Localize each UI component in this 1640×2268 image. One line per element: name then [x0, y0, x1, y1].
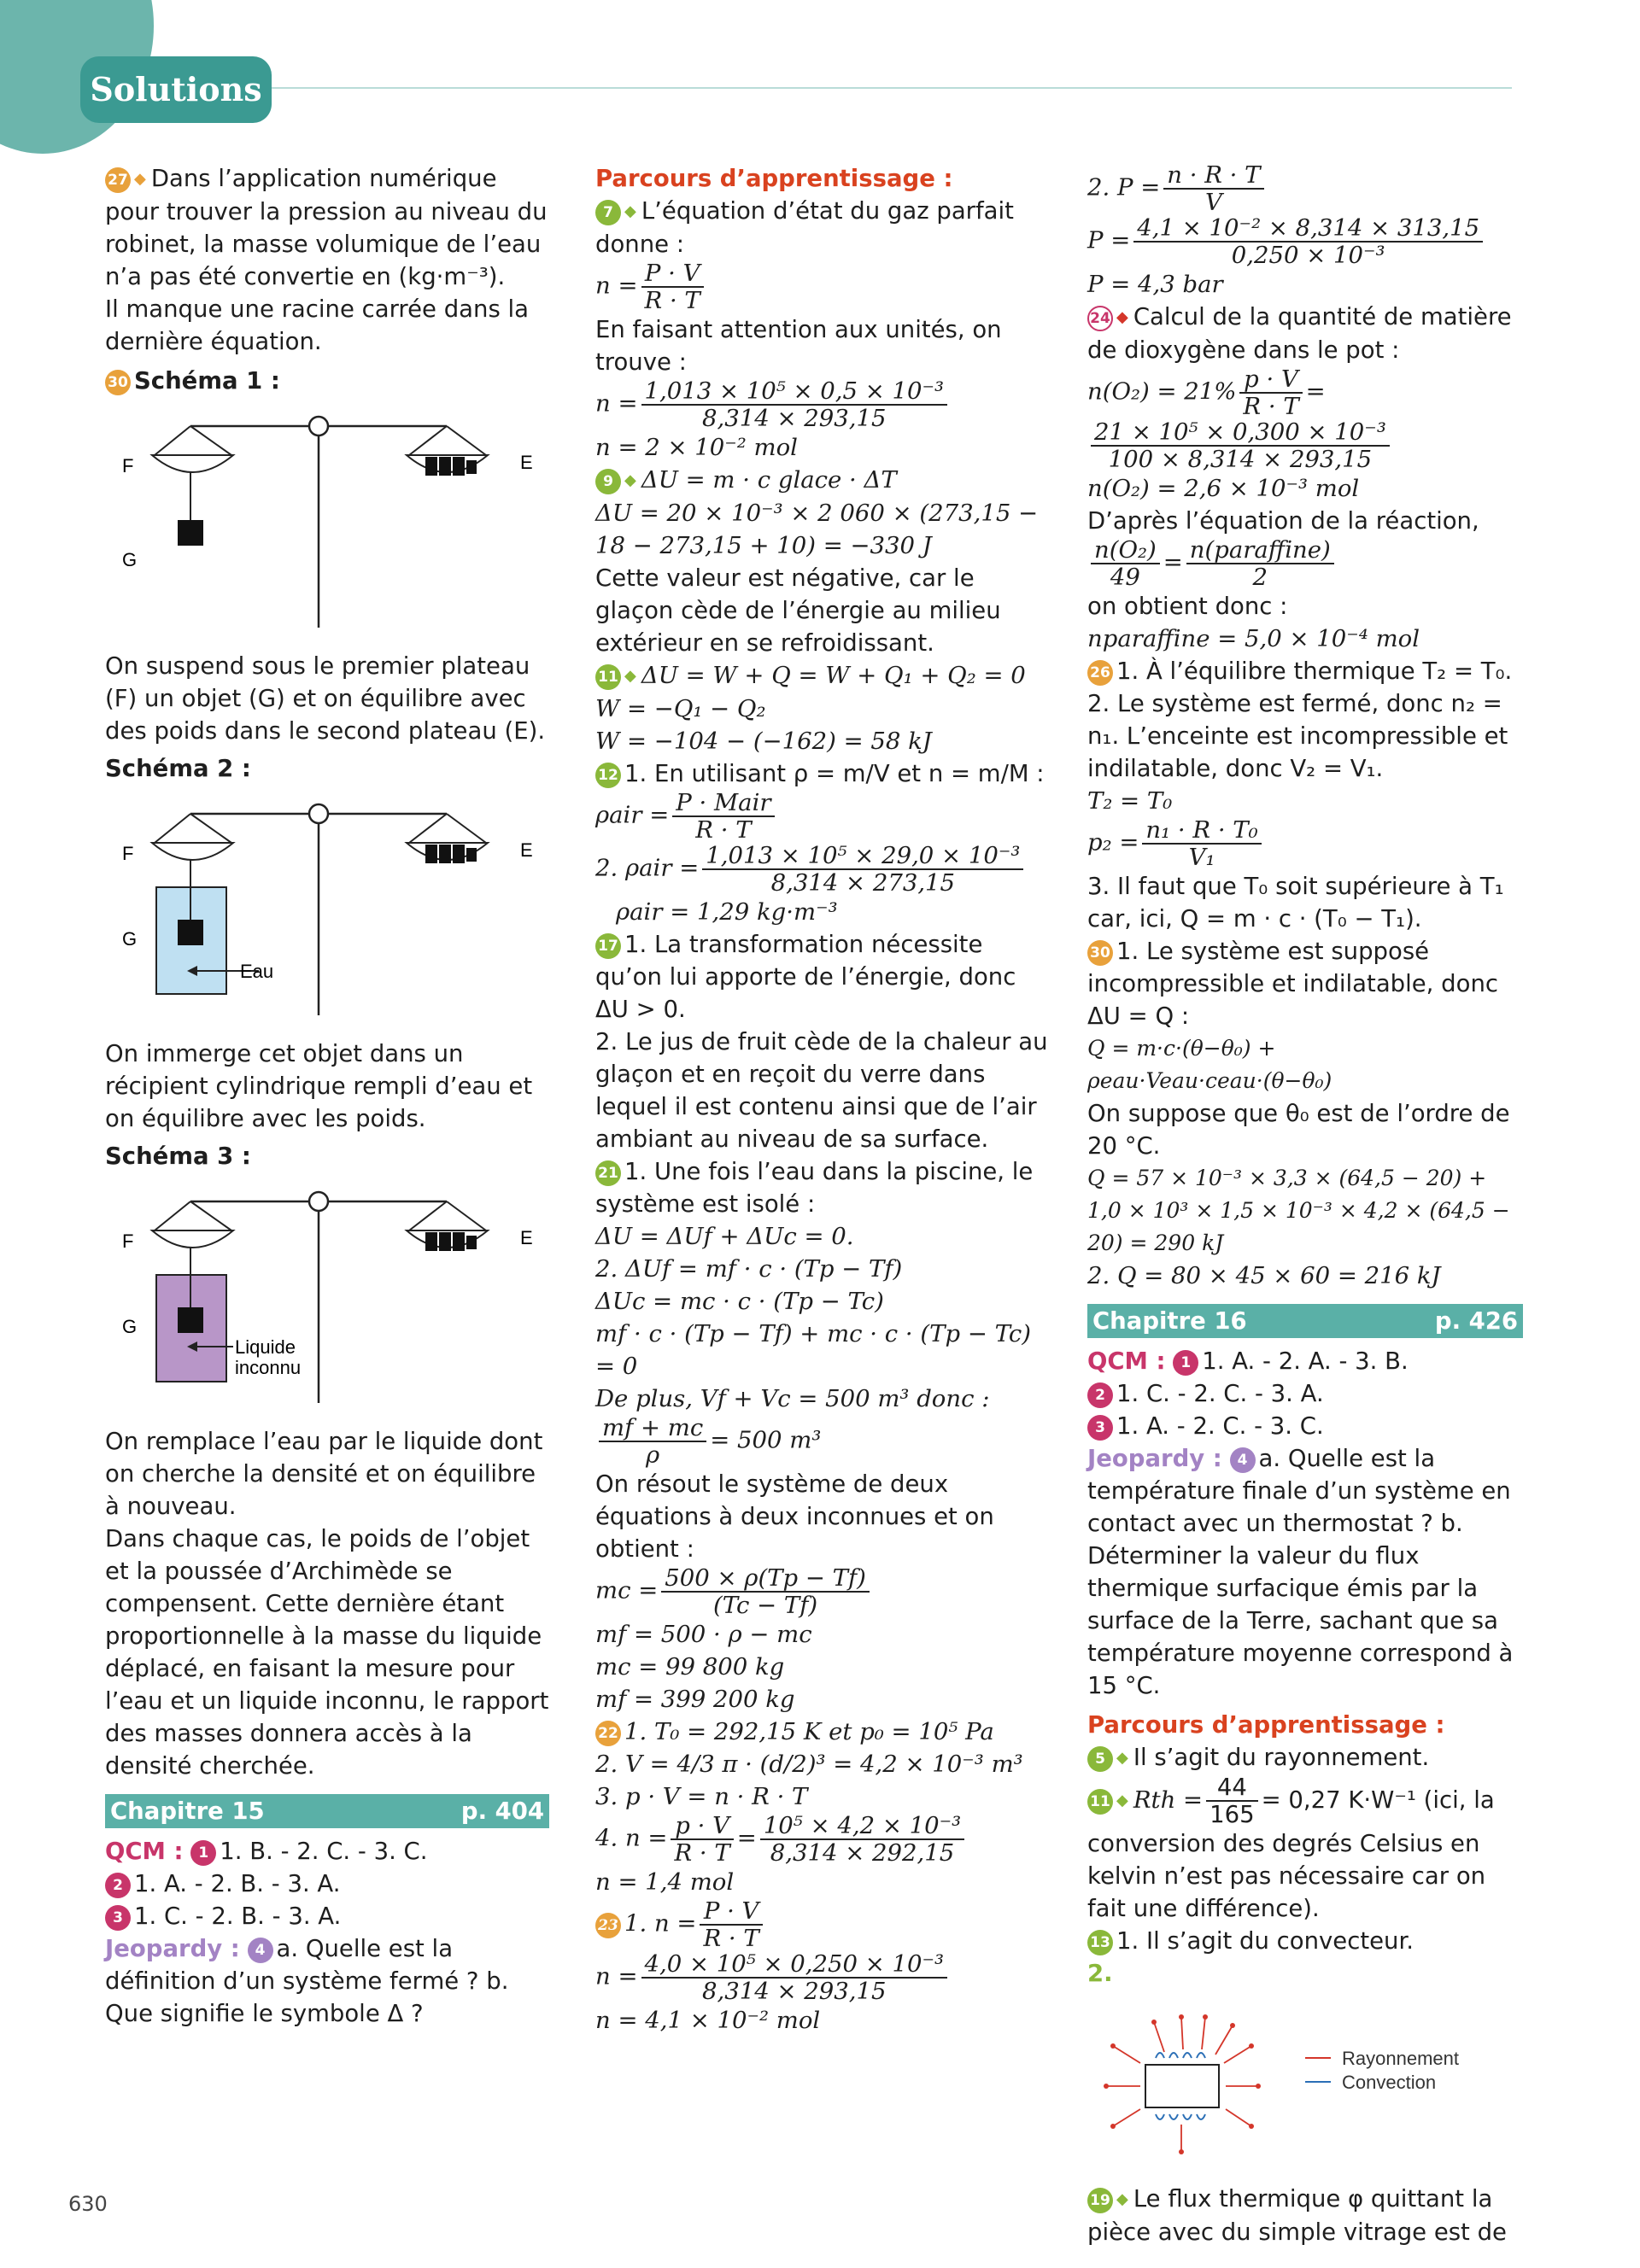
chapter-title: Chapitre 16 — [1092, 1307, 1247, 1335]
formula: n = $\frac{\text{1,013 × 10⁵ × 0,5 × 10⁻³}}{8,314 \times 293,15}$ — [595, 378, 1048, 431]
text: 1. Le système est supposé incompressible et indilatable, donc ΔU = Q : — [1087, 938, 1498, 1030]
formula: T₂ = T₀ — [1087, 787, 1173, 815]
exercise-number: 23 — [595, 1913, 621, 1938]
formula: W = −104 − (−162) = 58 kJ — [595, 728, 932, 755]
jeopardy-label: Jeopardy : — [1087, 1445, 1222, 1472]
diamond-icon: ◆ — [624, 202, 636, 220]
jeopardy-text: a. Quelle est la définition d’un système fermé ? b. Que signifie le symbole Δ ? — [105, 1935, 509, 2027]
qcm-line-1 — [1087, 1345, 1523, 1377]
label-f: F — [122, 1230, 134, 1252]
exercise-number: 5 — [1087, 1746, 1113, 1772]
formula: mc = 99 800 kg — [595, 1653, 785, 1681]
formula: P = 4,3 bar — [1087, 271, 1223, 298]
formula: ΔU = 20 × 10⁻³ × 2 060 × (273,15 − 18 − 273,15 + 10) = −330 J — [595, 500, 1039, 559]
qcm-answers: 1. A. - 2. B. - 3. A. — [134, 1870, 341, 1897]
text: Dans l’application numérique pour trouver la pression au niveau du robinet, la masse volumique de l’eau n’a pas été convertie en (kg·m⁻³). — [105, 165, 548, 290]
chapter-15-banner — [105, 1794, 549, 1828]
exercise-7 — [595, 195, 1048, 260]
exercise-number: 13 — [1087, 1930, 1113, 1955]
qcm-number: 3 — [1087, 1415, 1113, 1441]
formula: ΔU = ΔUf + ΔUc = 0. — [595, 1223, 854, 1250]
exercise-30 — [105, 365, 549, 397]
label-f: F — [122, 843, 134, 864]
exercise-26 — [1087, 655, 1523, 687]
text: On suspend sous le premier plateau (F) un objet (G) et on équilibre avec des poids dans le second plateau (E). — [105, 652, 546, 745]
exercise-17 — [595, 928, 1048, 1026]
jeopardy-number: 4 — [248, 1938, 273, 1963]
column-1 — [105, 162, 549, 2030]
text: 1. Une fois l’eau dans la piscine, le système est isolé : — [595, 1158, 1034, 1218]
text: L’équation d’état du gaz parfait donne : — [595, 197, 1014, 258]
jeopardy-number: 4 — [1230, 1447, 1256, 1473]
exercise-number: 30 — [105, 370, 131, 395]
qcm-answers: 1. C. - 2. C. - 3. A. — [1116, 1380, 1324, 1407]
exercise-number: 7 — [595, 200, 621, 225]
formula: n(O₂) = 21% $\frac{p \cdot V}{R \cdot T}$ = $\frac{\text{21 × 10⁵ × 0,300 × 10⁻³}}{100 \times 8,314 \times 293,15}$ — [1087, 366, 1523, 472]
formula: $\frac{\text{n(O₂)}}{49}$ = $\frac{\text{n(paraffine)}}{2}$ — [1087, 537, 1523, 590]
label-eau: Eau — [240, 961, 274, 982]
formula: 2. ΔUf = mf · c · (Tp − Tf) — [595, 1255, 903, 1283]
exercise-5 — [1087, 1741, 1523, 1774]
page-number: 630 — [68, 2192, 108, 2216]
qcm-number: 3 — [105, 1905, 131, 1931]
schema-title: Schéma 2 : — [105, 755, 251, 782]
formula: Q = m·c·(θ−θ₀) + ρeau·Veau·ceau·(θ−θ₀) — [1087, 1036, 1332, 1093]
label-e: E — [520, 1227, 533, 1248]
exercise-23: 23 1. n = $\frac{P \cdot V}{R \cdot T}$ — [595, 1898, 1048, 1951]
exercise-11 — [595, 659, 1048, 693]
formula: ρair = 1,29 kg·m⁻³ — [616, 898, 838, 926]
qcm-label: QCM : — [105, 1838, 184, 1865]
text: En faisant attention aux unités, on trouve : — [595, 316, 1002, 376]
formula: n = 1,4 mol — [595, 1868, 735, 1896]
exercise-30 — [1087, 935, 1523, 1032]
exercise-9 — [595, 464, 1048, 497]
column-3 — [1087, 162, 1523, 2248]
text: 2. Le système est fermé, donc n₂ = n₁. L’enceinte est incompressible et indilatable, donc V₂ = V₁. — [1087, 690, 1508, 782]
diamond-icon: ◆ — [1116, 2190, 1128, 2208]
qcm-number: 2 — [105, 1873, 131, 1898]
qcm-line-3 — [1087, 1410, 1523, 1442]
balance-diagram-2 — [105, 792, 549, 1022]
label-g: G — [122, 1316, 138, 1337]
exercise-27 — [105, 162, 549, 293]
label-f: F — [122, 455, 134, 476]
formula: W = −Q₁ − Q₂ — [595, 695, 766, 722]
diamond-icon: ◆ — [624, 667, 636, 685]
formula: 2. ρair = $\frac{\text{1,013 × 10⁵ × 29,0 × 10⁻³}}{8,314 \times 273,15}$ — [595, 843, 1048, 896]
exercise-number: 26 — [1087, 660, 1113, 686]
label-g: G — [122, 549, 138, 570]
convector-diagram — [1087, 1996, 1523, 2167]
exercise-number: 17 — [595, 933, 621, 959]
exercise-number: 11 — [595, 664, 621, 690]
label-e: E — [520, 839, 533, 861]
formula: mf = 399 200 kg — [595, 1686, 795, 1713]
formula: n = 4,1 × 10⁻² mol — [595, 2007, 821, 2034]
exercise-number: 19 — [1087, 2188, 1113, 2213]
diamond-icon: ◆ — [134, 170, 146, 188]
text: D’après l’équation de la réaction, — [1087, 507, 1479, 535]
exercise-24 — [1087, 301, 1523, 366]
formula: n = $\frac{P \cdot V}{R \cdot T}$ — [595, 260, 1048, 313]
column-2 — [595, 162, 1048, 2037]
balance-diagram-1 — [105, 404, 549, 634]
exercise-number: 24 — [1087, 306, 1113, 331]
exercise-19 — [1087, 2183, 1523, 2248]
diamond-icon: ◆ — [1116, 1792, 1128, 1809]
qcm-answers: 1. C. - 2. B. - 3. A. — [134, 1903, 342, 1930]
text: Cette valeur est négative, car le glaçon cède de l’énergie au milieu extérieur en se refroidissant. — [595, 564, 1001, 657]
chapter-page: p. 426 — [1434, 1307, 1518, 1335]
formula: n(O₂) = 2,6 × 10⁻³ mol — [1087, 475, 1360, 502]
exercise-12 — [595, 757, 1048, 790]
text: 1. À l’équilibre thermique T₂ = T₀. — [1116, 658, 1513, 685]
formula: n = $\frac{\text{4,0 × 10⁵ × 0,250 × 10⁻³}}{8,314 \times 293,15}$ — [595, 1951, 1048, 2004]
diamond-icon: ◆ — [1116, 1749, 1128, 1767]
jeopardy — [105, 1932, 549, 2030]
text: Il manque une racine carrée dans la dernière équation. — [105, 295, 530, 355]
formula: n = 2 × 10⁻² mol — [595, 434, 798, 461]
formula: $\frac{mf + mc}{\rho}$ = 500 m³ — [595, 1415, 1048, 1468]
qcm-line-2 — [1087, 1377, 1523, 1410]
label-e: E — [520, 452, 533, 473]
text: 1. Il s’agit du convecteur. — [1116, 1927, 1414, 1955]
text: On remplace l’eau par le liquide dont on cherche la densité et on équilibre à nouveau. — [105, 1428, 543, 1520]
text: Il s’agit du rayonnement. — [1133, 1744, 1430, 1771]
formula: ΔUc = mc · c · (Tp − Tc) — [595, 1288, 884, 1315]
formula: 1. T₀ = 292,15 K et p₀ = 10⁵ Pa — [624, 1718, 994, 1745]
exercise-21 — [595, 1155, 1048, 1220]
formula: ΔU = W + Q = W + Q₁ + Q₂ = 0 — [641, 662, 1026, 689]
label-g: G — [122, 928, 138, 950]
qcm-line-1 — [105, 1835, 549, 1868]
text: on obtient donc : — [1087, 593, 1288, 620]
text: On résout le système de deux équations à deux inconnues et on obtient : — [595, 1470, 994, 1563]
legend-convection: Convection — [1342, 2072, 1437, 2093]
text: On immerge cet objet dans un récipient cylindrique rempli d’eau et on équilibre avec les poids. — [105, 1040, 533, 1132]
formula: mc = $\frac{500 \times \rho(Tp - Tf)}{(Tc - Tf)}$ — [595, 1565, 1048, 1618]
text: 1. La transformation nécessite qu’on lui apporte de l’énergie, donc ΔU > 0. — [595, 931, 1016, 1023]
section-title: Parcours d’apprentissage : — [1087, 1711, 1445, 1739]
exercise-number: 21 — [595, 1160, 621, 1186]
formula: p₂ = $\frac{\text{n₁ · R · T₀}}{\text{V₁}}$ — [1087, 817, 1523, 870]
legend-rayonnement: Rayonnement — [1342, 2048, 1459, 2069]
exercise-number: 27 — [105, 167, 131, 193]
text: Le flux thermique φ quittant la pièce avec du simple vitrage est de — [1087, 2185, 1507, 2246]
exercise-number: 9 — [595, 469, 621, 494]
section-title: Parcours d’apprentissage : — [595, 165, 953, 192]
qcm-number: 1 — [190, 1840, 216, 1866]
formula: P = $\frac{\text{4,1 × 10⁻² × 8,314 × 313,15}}{\text{0,250 × 10⁻³}}$ — [1087, 215, 1523, 268]
formula: 2. P = $\frac{n \cdot R \cdot T}{V}$ — [1087, 162, 1523, 215]
formula: mf = 500 · ρ − mc — [595, 1621, 812, 1648]
formula: mf · c · (Tp − Tf) + mc · c · (Tp − Tc) = 0 — [595, 1320, 1031, 1380]
diamond-icon: ◆ — [1116, 308, 1128, 326]
formula: 4. n = $\frac{p \cdot V}{R \cdot T}$ = $\frac{\text{10⁵ × 4,2 × 10⁻³}}{8,314 \times 292,15}$ — [595, 1813, 1048, 1866]
text: 2. Le jus de fruit cède de la chaleur au glaçon et en reçoit du verre dans lequel il est contenu ainsi que de l’air ambiant au niveau de sa surface. — [595, 1028, 1048, 1153]
label-liquide: Liquide — [235, 1336, 296, 1358]
text: 1. En utilisant ρ = m/V et n = m/M : — [624, 760, 1045, 787]
balance-diagram-3 — [105, 1179, 549, 1410]
exercise-number: 30 — [1087, 940, 1113, 966]
exercise-number: 11 — [1087, 1789, 1113, 1815]
qcm-answers: 1. A. - 2. C. - 3. C. — [1116, 1412, 1324, 1440]
formula: Q = 57 × 10⁻³ × 3,3 × (64,5 − 20) + 1,0 × 10³ × 1,5 × 10⁻³ × 4,2 × (64,5 − 20) = 290 kJ — [1087, 1166, 1510, 1255]
exercise-number: 12 — [595, 763, 621, 788]
jeopardy-text: a. Quelle est la température finale d’un système en contact avec un thermostat ? b. Déterminer la valeur du flux thermique surfacique émis par la surface de la Terre, sachant que sa température moyenne correspond à 15 °C. — [1087, 1445, 1514, 1699]
schema-title: Schéma 1 : — [134, 367, 280, 395]
exercise-13 — [1087, 1925, 1523, 1957]
qcm-answers: 1. A. - 2. A. - 3. B. — [1202, 1347, 1409, 1375]
text: = 0,27 K·W⁻¹ (ici, la conversion des degrés Celsius en kelvin n’est pas nécessaire car on fait une différence). — [1087, 1786, 1495, 1922]
qcm-answers: 1. B. - 2. C. - 3. C. — [220, 1838, 428, 1865]
qcm-line-2 — [105, 1868, 549, 1900]
text: On suppose que θ₀ est de l’ordre de 20 °C. — [1087, 1100, 1510, 1160]
header-rule — [272, 87, 1512, 89]
chapter-title: Chapitre 15 — [110, 1797, 265, 1825]
text: Calcul de la quantité de matière de dioxygène dans le pot : — [1087, 303, 1512, 364]
diamond-icon: ◆ — [624, 471, 636, 489]
formula: 2. V = 4/3 π · (d/2)³ = 4,2 × 10⁻³ m³ — [595, 1751, 1023, 1778]
formula: De plus, Vf + Vc = 500 m³ donc : — [595, 1385, 990, 1412]
text: Dans chaque cas, le poids de l’objet et la poussée d’Archimède se compensent. Cette dernière étant proportionnelle à la masse du liquide déplacé, en faisant la mesure pour l’eau et un liquide inconnu, le rapport des masses donnera accès à la densité cherchée. — [105, 1525, 549, 1780]
text: 2. — [1087, 1960, 1113, 1987]
jeopardy — [1087, 1442, 1523, 1702]
qcm-number: 1 — [1173, 1350, 1198, 1376]
chapter-page: p. 404 — [460, 1797, 544, 1825]
formula: 3. p · V = n · R · T — [595, 1783, 808, 1810]
formula: 2. Q = 80 × 45 × 60 = 216 kJ — [1087, 1262, 1441, 1289]
formula: ΔU = m · c glace · ΔT — [641, 466, 897, 494]
formula: ρair = $\frac{\text{P · Mair}}{R \cdot T}$ — [595, 790, 1048, 843]
qcm-line-3 — [105, 1900, 549, 1932]
text: 3. Il faut que T₀ soit supérieure à T₁ car, ici, Q = m · c · (T₀ − T₁). — [1087, 873, 1504, 932]
qcm-label: QCM : — [1087, 1347, 1166, 1375]
label-inconnu: inconnu — [235, 1357, 302, 1378]
schema-title: Schéma 3 : — [105, 1143, 251, 1170]
page-title: Solutions — [80, 56, 272, 123]
jeopardy-label: Jeopardy : — [105, 1935, 240, 1962]
chapter-16-banner — [1087, 1304, 1523, 1338]
formula: nparaffine = 5,0 × 10⁻⁴ mol — [1087, 625, 1420, 652]
exercise-22 — [595, 1716, 1048, 1748]
qcm-number: 2 — [1087, 1382, 1113, 1408]
exercise-number: 22 — [595, 1721, 621, 1746]
exercise-11: 11 ◆ Rth = $\frac{44}{165}$ = 0,27 K·W⁻¹ (ici, la conversion des degrés Celsius en kelvin n’est pas nécessaire car on fait une différence). — [1087, 1774, 1495, 1922]
